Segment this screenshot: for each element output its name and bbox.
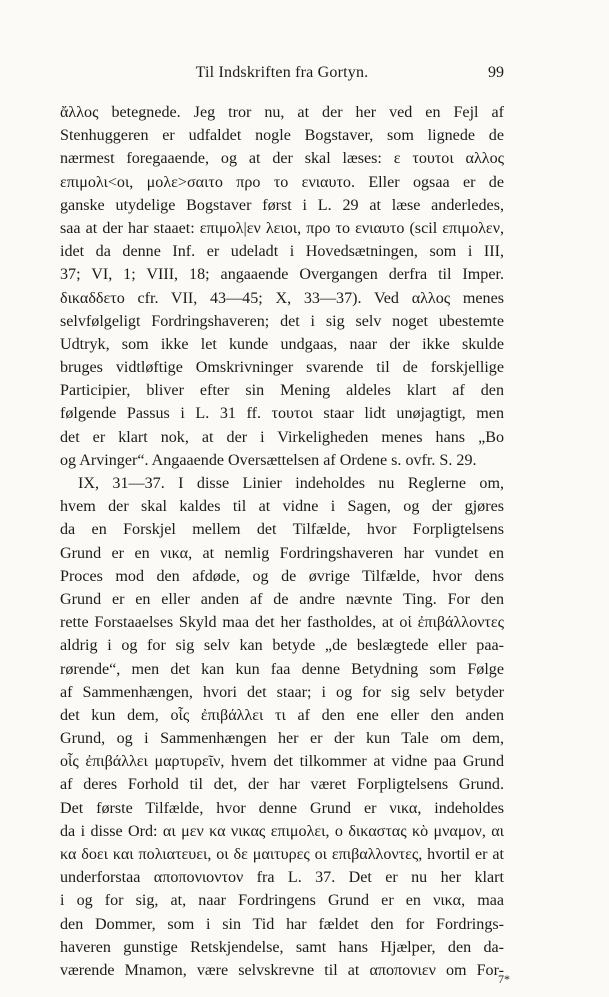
text-line: κα δοει και πολιατευει, οι δε μαιτυρες οι επιβαλλοντες, hvortil er at xyxy=(60,846,504,863)
text-line: da en Forskjel mellem det Tilfælde, hvor Forpligtelsens xyxy=(60,521,504,539)
text-line: selvfølgeligt Fordringshaveren; det i sig selv noget ubestemte xyxy=(60,312,504,330)
text-line: underforstaa αποπονιοντον fra L. 37. Det er nu her klart xyxy=(60,869,504,887)
text-line: rette Forstaaelses Skyld maa det her fastholdes, at οἱ ἐπιβάλλοντες xyxy=(60,614,504,632)
text-line: det er klart nok, at der i Virkeligheden menes hans „Bo xyxy=(60,428,504,446)
text-line: den Dommer, som i sin Tid har fældet den for Fordrings- xyxy=(60,915,504,933)
text-line: 37; VI, 1; VIII, 18; angaaende Overgangen derfra til Imper. xyxy=(60,266,504,284)
text-line: Grund er en eller anden af de andre nævnte Ting. For den xyxy=(60,590,504,608)
text-line: bruges vidtløftige Omskrivninger svarende til de forskjellige xyxy=(60,359,504,377)
text-line: Participier, bliver efter sin Mening aldeles klart af den xyxy=(60,382,504,400)
text-line: rørende“, men det kan kun faa denne Betydning som Følge xyxy=(60,660,504,678)
text-line: Grund, og i Sammenhængen her er der kun Tale om dem, xyxy=(60,730,504,748)
text-line: Det første Tilfælde, hvor denne Grund er νικα, indeholdes xyxy=(60,799,504,817)
text-line: δικαδδετο cfr. VII, 43—45; X, 33—37). Ved αλλος menes xyxy=(60,289,504,307)
text-line: Proces mod den afdøde, og de øvrige Tilfælde, hvor dens xyxy=(60,567,504,585)
text-line: følgende Passus i L. 31 ff. τουτοι staar lidt unøjagtigt, men xyxy=(60,405,504,423)
text-line: da i disse Ord: αι μεν κα νικας επιμολει, ο δικαστας κὸ μναμον, αι xyxy=(60,822,504,840)
page-number: 99 xyxy=(488,64,504,81)
text-line: οἷς ἐπιβάλλει μαρτυρεῖν, hvem det tilkommer at vidne paa Grund xyxy=(60,753,504,771)
text-line: haveren gunstige Retskjendelse, samt hans Hjælper, den da- xyxy=(60,938,504,956)
text-line: idet da denne Inf. er udeladt i Hovedsætningen, som i III, xyxy=(60,243,504,261)
text-line: IX, 31—37. I disse Linier indeholdes nu Reglerne om, xyxy=(78,475,504,492)
text-line: værende Mnamon, være selvskrevne til at αποπονιεν om For- xyxy=(60,961,504,979)
page-header xyxy=(60,64,504,86)
text-line: det kun dem, οἷς ἐπιβάλλει τι af den ene eller den anden xyxy=(60,706,504,724)
text-line: aldrig i og for sig selv kan betyde „de beslægtede eller paa- xyxy=(60,637,504,655)
text-line: og Arvinger“. Angaaende Oversættelsen af Ordene s. ovfr. S. 29. xyxy=(60,451,477,469)
text-line: Grund er en νικα, at nemlig Fordringshaveren har vundet en xyxy=(60,544,504,562)
body-text xyxy=(60,101,504,982)
text-line: af Sammenhængen, hvori det staar; i og for sig selv betyder xyxy=(60,683,504,701)
text-line: επιμολι<οι, μολε>σαιτο προ το ενιαυτο. Eller ogsaa er de xyxy=(60,173,504,191)
text-line: af deres Forhold til det, der har været Forpligtelsens Grund. xyxy=(60,776,504,794)
text-line: i og for sig, at, naar Fordringens Grund er en νικα, maa xyxy=(60,892,504,910)
text-line: Stenhuggeren er udfaldet nogle Bogstaver, som lignede de xyxy=(60,127,504,145)
text-line: Udtryk, som ikke let kunde undgaas, naar der ikke skulde xyxy=(60,335,504,353)
text-line: saa at der har staaet: επιμολ|εν λειοι, προ το ενιαυτο (scil επιμολεν, xyxy=(60,219,504,237)
text-line: ἄλλος betegnede. Jeg tror nu, at der her ved en Fejl af xyxy=(60,104,504,121)
signature-mark: 7* xyxy=(498,972,510,986)
text-line: nærmest foregaaende, og at der skal læses: ε τουτοι αλλος xyxy=(60,150,504,168)
text-line: hvem der skal kaldes til at vidne i Sagen, og der gjøres xyxy=(60,498,504,516)
running-title: Til Indskriften fra Gortyn. xyxy=(195,64,369,81)
text-line: ganske utydelige Bogstaver først i L. 29 at læse anderledes, xyxy=(60,196,504,214)
